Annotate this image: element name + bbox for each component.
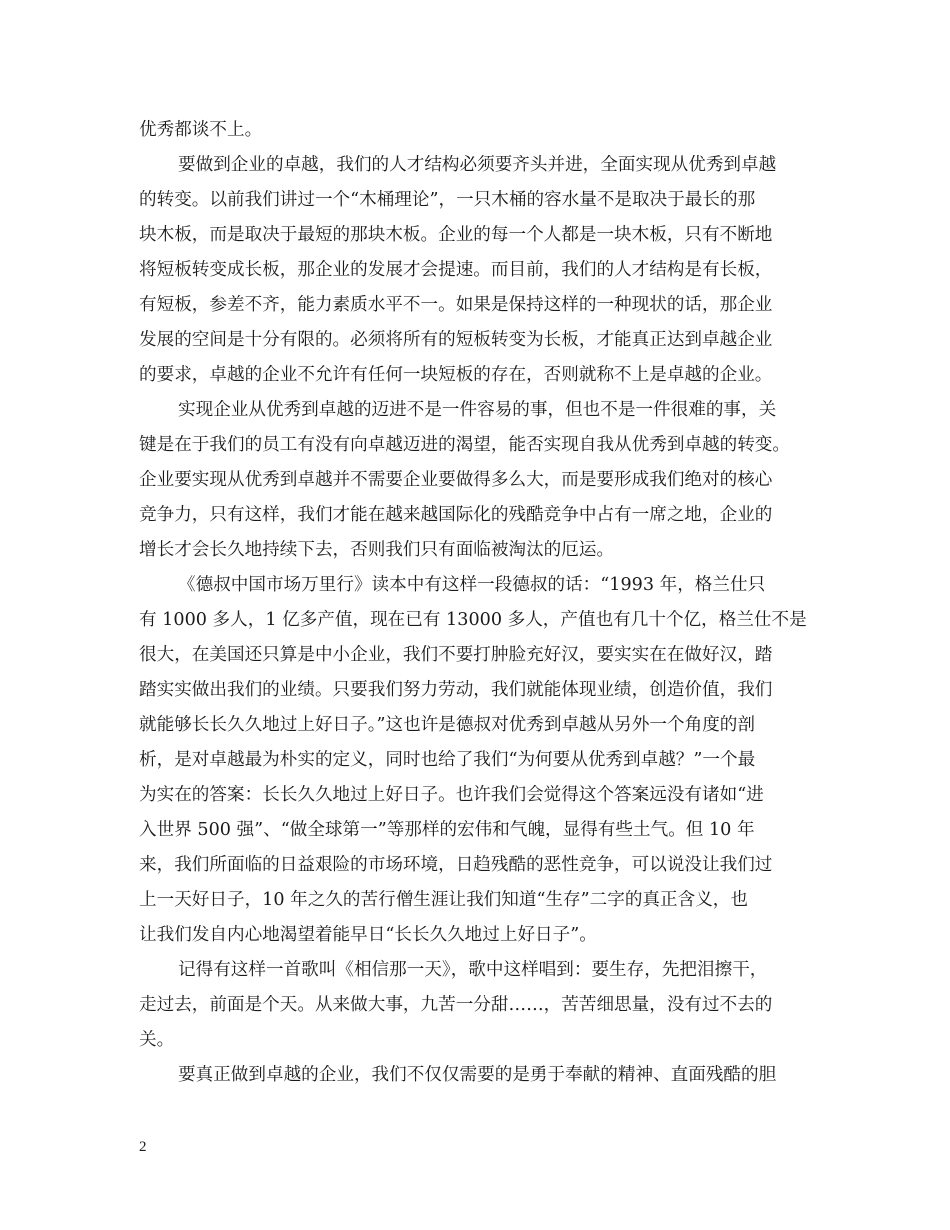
text-line: 析，是对卓越最为朴实的定义，同时也给了我们“为何要从优秀到卓越？”一个最 (139, 750, 756, 770)
page-number: 2 (139, 1139, 147, 1155)
text-line: 踏实实做出我们的业绩。只要我们努力劳动，我们就能体现业绩，创造价值，我们 (139, 680, 773, 700)
text-line: 要做到企业的卓越，我们的人才结构必须要齐头并进，全面实现从优秀到卓越 (178, 155, 777, 175)
text-line: 将短板转变成长板，那企业的发展才会提速。而目前，我们的人才结构是有长板， (139, 260, 773, 280)
text-line: 上一天好日子，10 年之久的苦行僧生涯让我们知道“生存”二字的真正含义，也 (139, 890, 748, 910)
text-line: 很大，在美国还只算是中小企业，我们不要打肿脸充好汉，要实实在在做好汉，踏 (139, 645, 773, 665)
text-line: 的要求，卓越的企业不允许有任何一块短板的存在，否则就称不上是卓越的企业。 (139, 365, 773, 385)
text-line: 竞争力，只有这样，我们才能在越来越国际化的残酷竞争中占有一席之地，企业的 (139, 505, 773, 525)
text-line: 就能够长长久久地过上好日子。”这也许是德叔对优秀到卓越从另外一个角度的剖 (139, 715, 755, 735)
text-line: 《德叔中国市场万里行》读本中有这样一段德叔的话：“1993 年，格兰仕只 (178, 575, 766, 595)
text-line: 走过去，前面是个天。从来做大事，九苦一分甜……，苦苦细思量，没有过不去的 (139, 995, 773, 1015)
text-line: 企业要实现从优秀到卓越并不需要企业要做得多么大，而是要形成我们绝对的核心 (139, 470, 773, 490)
text-line: 键是在于我们的员工有没有向卓越迈进的渴望，能否实现自我从优秀到卓越的转变。 (139, 435, 790, 455)
text-line: 的转变。以前我们讲过一个“木桶理论”，一只木桶的容水量不是取决于最长的那 (139, 190, 756, 210)
text-line: 来，我们所面临的日益艰险的市场环境，日趋残酷的恶性竞争，可以说没让我们过 (139, 855, 773, 875)
text-line: 有短板，参差不齐，能力素质水平不一。如果是保持这样的一种现状的话，那企业 (139, 295, 773, 315)
text-line: 发展的空间是十分有限的。必须将所有的短板转变为长板，才能真正达到卓越企业 (139, 330, 773, 350)
text-line: 关。 (139, 1030, 175, 1050)
text-line: 入世界 500 强”、“做全球第一”等那样的宏伟和气魄，显得有些土气。但 10 年 (139, 820, 755, 840)
text-line: 优秀都谈不上。 (139, 120, 263, 140)
text-line: 记得有这样一首歌叫《相信那一天》，歌中这样唱到：要生存，先把泪擦干， (178, 960, 768, 980)
text-line: 要真正做到卓越的企业，我们不仅仅需要的是勇于奉献的精神、直面残酷的胆 (178, 1065, 777, 1085)
text-line: 增长才会长久地持续下去，否则我们只有面临被淘汰的厄运。 (139, 540, 615, 560)
text-line: 让我们发自内心地渴望着能早日“长长久久地过上好日子”。 (139, 925, 597, 945)
text-line: 有 1000 多人，1 亿多产值，现在已有 13000 多人，产值也有几十个亿，格兰仕不是 (139, 610, 807, 630)
text-line: 为实在的答案：长长久久地过上好日子。也许我们会觉得这个答案远没有诸如“进 (139, 785, 764, 805)
text-line: 实现企业从优秀到卓越的迈进不是一件容易的事，但也不是一件很难的事，关 (178, 400, 777, 420)
text-line: 块木板，而是取决于最短的那块木板。企业的每一个人都是一块木板，只有不断地 (139, 225, 773, 245)
